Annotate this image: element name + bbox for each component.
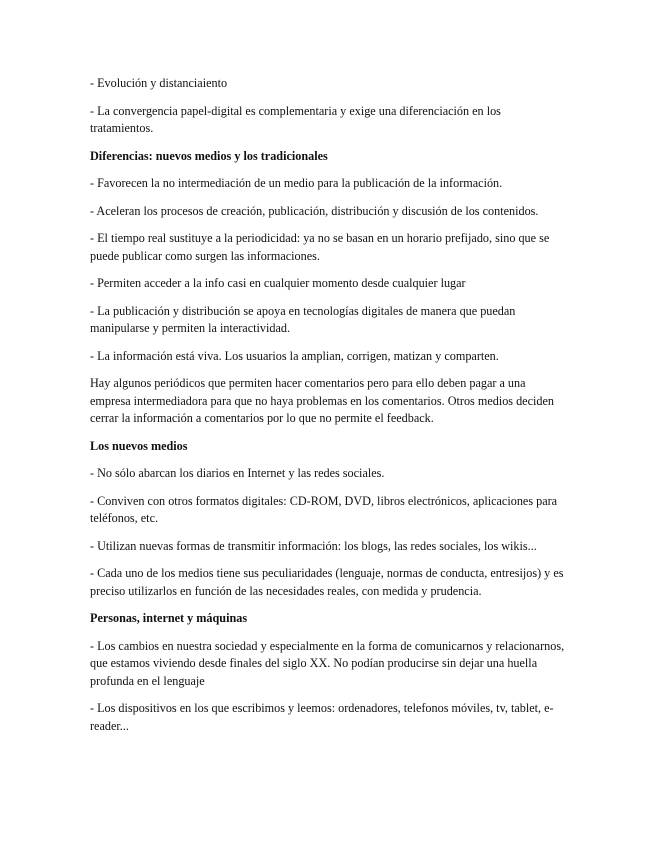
section-heading: Los nuevos medios bbox=[90, 438, 188, 453]
paragraph: - Aceleran los procesos de creación, publicación, distribución y discusión de los contenidos. bbox=[90, 203, 539, 218]
document-page bbox=[90, 75, 565, 745]
paragraph: Hay algunos periódicos que permiten hacer comentarios pero para ello deben pagar a una empresa intermediadora para que no haya problemas en los comentarios. Otros medios deciden cerrar la información a comentarios por lo que no permite el feedback. bbox=[90, 376, 554, 425]
paragraph: - Evolución y distanciaiento bbox=[90, 76, 228, 90]
paragraph: - Los dispositivos en los que escribimos y leemos: ordenadores, telefonos móviles, tv, tablet, e-reader... bbox=[90, 701, 554, 733]
paragraph: - Favorecen la no intermediación de un medio para la publicación de la información. bbox=[90, 176, 503, 190]
paragraph: - La información está viva. Los usuarios la amplian, corrigen, matizan y comparten. bbox=[90, 348, 499, 363]
section-heading: Personas, internet y máquinas bbox=[90, 611, 248, 625]
paragraph: - Utilizan nuevas formas de transmitir información: los blogs, las redes sociales, los wikis... bbox=[90, 538, 537, 553]
paragraph: - No sólo abarcan los diarios en Internet y las redes sociales. bbox=[90, 466, 385, 480]
paragraph: - Cada uno de los medios tiene sus peculiaridades (lenguaje, normas de conducta, entresijos) y es preciso utilizarlos en función de las necesidades reales, con medida y prudencia. bbox=[90, 566, 564, 598]
paragraph: - El tiempo real sustituye a la periodicidad: ya no se basan en un horario prefijado, sino que se puede publicar como surgen las informaciones. bbox=[90, 231, 550, 263]
paragraph: - Conviven con otros formatos digitales: CD-ROM, DVD, libros electrónicos, aplicaciones para teléfonos, etc. bbox=[90, 493, 558, 525]
paragraph: - Los cambios en nuestra sociedad y especialmente en la forma de comunicarnos y relacionarnos, que estamos viviendo desde finales del siglo XX. No podían producirse sin dejar una huella profunda en el lenguaje bbox=[90, 638, 565, 688]
paragraph: - La convergencia papel-digital es complementaria y exige una diferenciación en los tratamientos. bbox=[90, 103, 501, 135]
paragraph: - Permiten acceder a la info casi en cualquier momento desde cualquier lugar bbox=[90, 276, 466, 290]
paragraph: - La publicación y distribución se apoya en tecnologías digitales de manera que puedan manipularse y permiten la interactividad. bbox=[90, 303, 516, 335]
section-heading: Diferencias: nuevos medios y los tradicionales bbox=[90, 148, 328, 163]
